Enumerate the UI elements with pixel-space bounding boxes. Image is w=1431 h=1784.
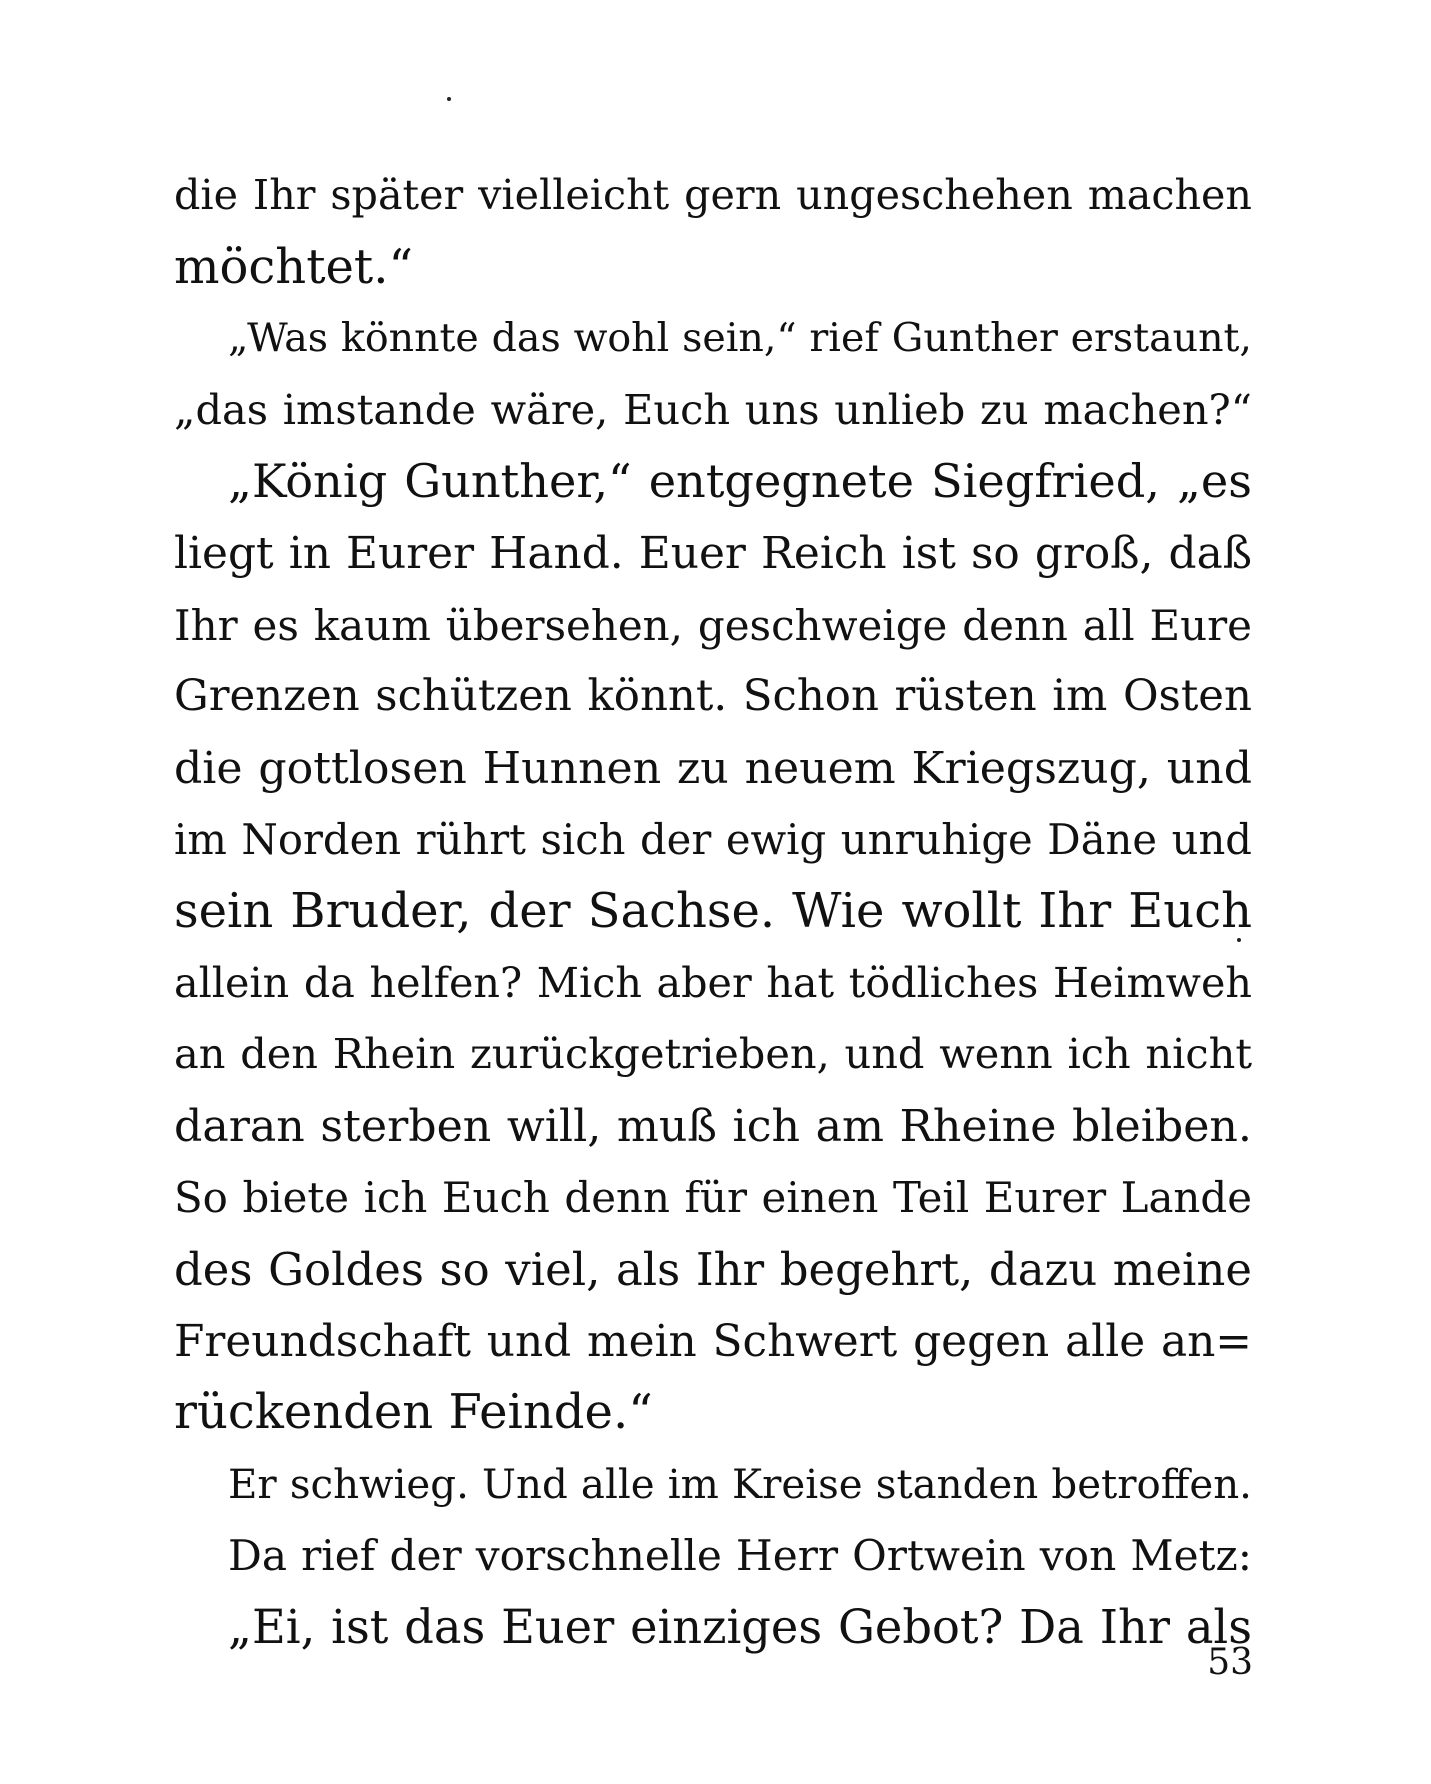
- text-line: die Ihr später vielleicht gern ungeschehen machen: [174, 171, 1252, 219]
- text-line: allein da helfen? Mich aber hat tödliches Heimweh: [174, 958, 1252, 1007]
- page-number: 53: [1207, 1642, 1253, 1683]
- text-line: liegt in Eurer Hand. Euer Reich ist so groß, daß: [174, 527, 1252, 579]
- text-line: rückenden Feinde.“: [174, 1384, 653, 1441]
- text-line: „Was könnte das wohl sein,“ rief Gunther erstaunt,: [228, 315, 1252, 362]
- text-line: „das imstande wäre, Euch uns unlieb zu machen?“: [174, 385, 1252, 434]
- body-text: [174, 160, 1252, 1663]
- text-line: möchtet.“: [174, 238, 413, 295]
- print-speck: [447, 97, 451, 101]
- text-line: im Norden rührt sich der ewig unruhige Däne und: [174, 815, 1252, 865]
- text-line: des Goldes so viel, als Ihr begehrt, dazu meine: [174, 1242, 1252, 1296]
- text-line: Er schwieg. Und alle im Kreise standen betroffen.: [228, 1460, 1252, 1508]
- text-line: „Ei, ist das Euer einziges Gebot? Da Ihr als: [228, 1599, 1252, 1654]
- text-line: die gottlosen Hunnen zu neuem Kriegszug, und: [174, 742, 1252, 794]
- text-line: Freundschaft und mein Schwert gegen alle an=: [174, 1315, 1252, 1367]
- text-line: Ihr es kaum übersehen, geschweige denn all Eure: [174, 600, 1252, 650]
- text-line: sein Bruder, der Sachse. Wie wollt Ihr Euch: [174, 882, 1252, 939]
- text-line: an den Rhein zurückgetrieben, und wenn ich nicht: [174, 1030, 1252, 1079]
- text-line: Da rief der vorschnelle Herr Ortwein von Metz:: [228, 1531, 1252, 1581]
- text-line: „König Gunther,“ entgegnete Siegfried, „es: [228, 454, 1252, 509]
- text-line: Grenzen schützen könnt. Schon rüsten im Osten: [174, 671, 1252, 722]
- text-line: So biete ich Euch denn für einen Teil Eurer Lande: [174, 1173, 1252, 1223]
- text-line: daran sterben will, muß ich am Rheine bleiben.: [174, 1100, 1252, 1152]
